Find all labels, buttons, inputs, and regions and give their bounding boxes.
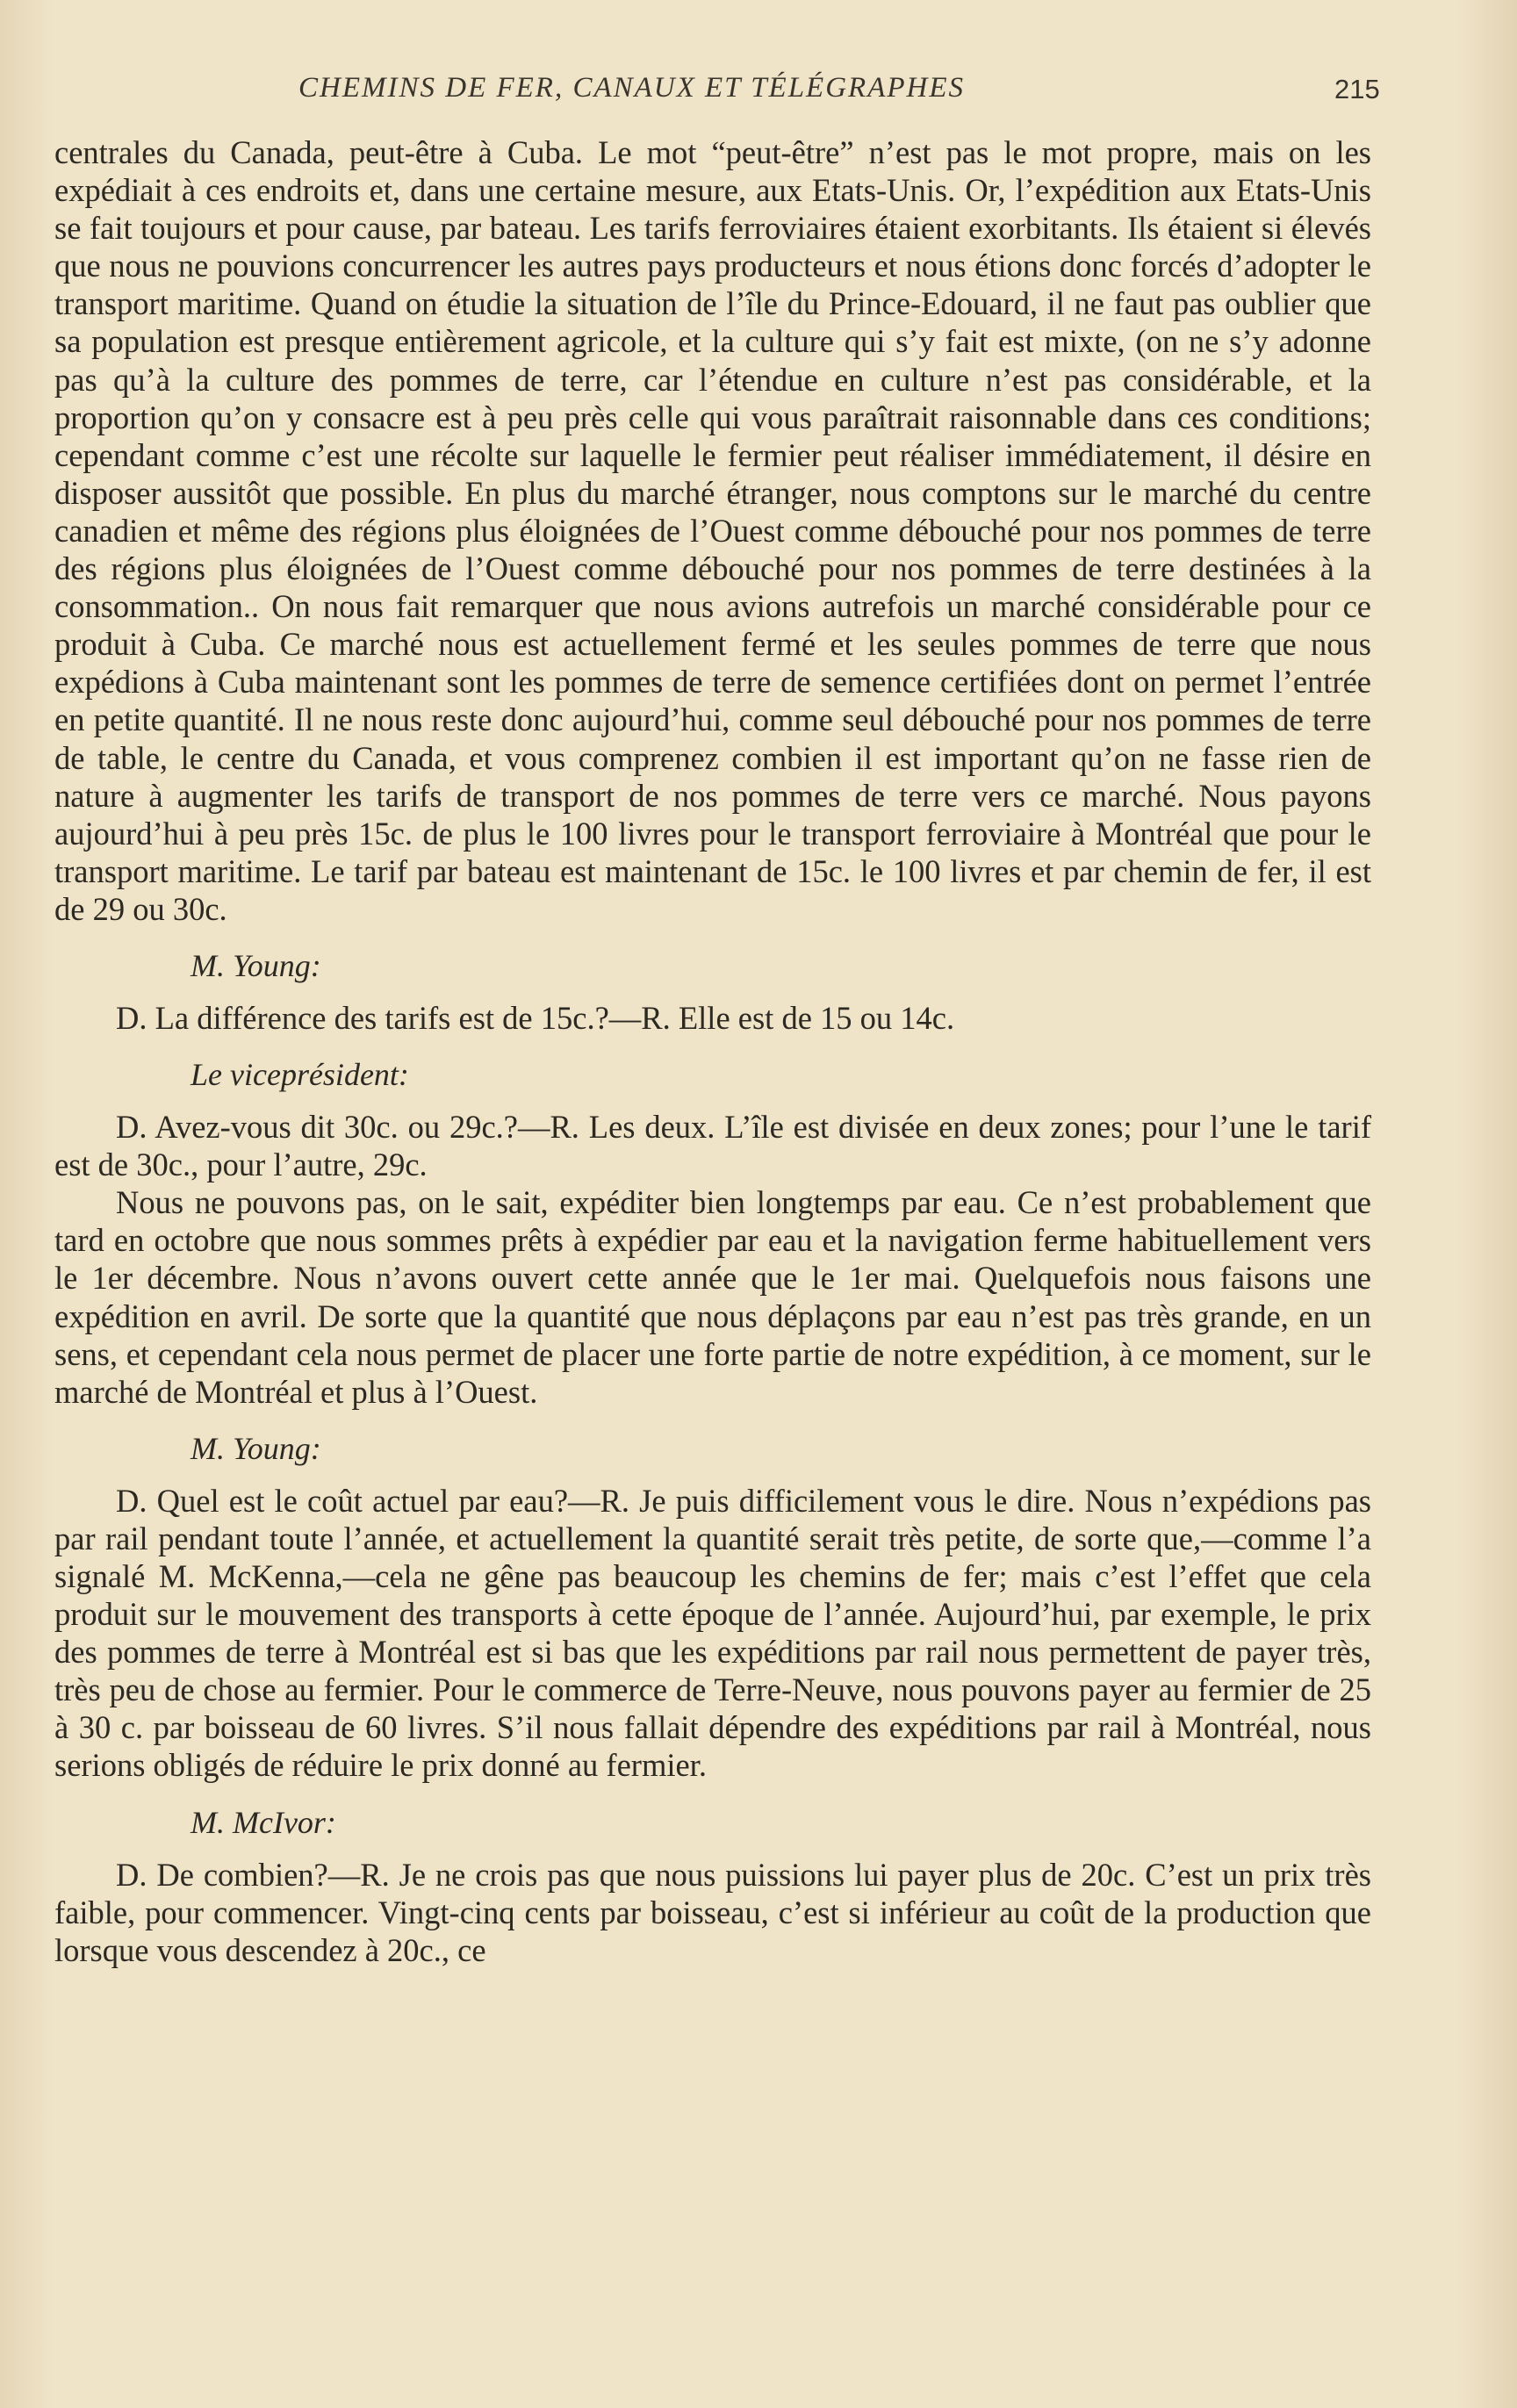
speaker-label: M. Young: — [191, 1430, 321, 1466]
paragraph-continuation: centrales du Canada, peut-être à Cuba. Le mot “peut-être” n’est pas le mot propre, mais on les expédiait à ces endroits et, dans une certaine mesure, aux Etats-Unis. Or, l’expédition aux Etats-Unis se fait toujours et pour cause, par bateau. Les tarifs ferroviaires étaient exorbitants. Ils étaient si élevés que nous ne pouvions concurrencer les autres pays producteurs et nous étions donc forcés d’adopter le transport maritime. Quand on étudie la situation de l’île du Prince-Edouard, il ne faut pas oublier que sa population est presque entièrement agricole, et la culture qui s’y fait est mixte, (on ne s’y adonne pas qu’à la culture des pommes de terre, car l’étendue en culture n’est pas considérable, et la proportion qu’on y consacre est à peu près celle qui vous paraîtrait raisonnable dans ces conditions; cependant comme c’est une récolte sur laquelle le fermier peut réaliser immédiatement, il désire en disposer aussitôt que possible. En plus du marché étranger, nous comptons sur le marché du centre canadien et même des régions plus éloignées de l’Ouest comme débouché pour nos pommes de terre des régions plus éloignées de l’Ouest comme débouché pour nos pommes de terre destinées à la consommation.. On nous fait remarquer que nous avions autrefois un marché considérable pour ce produit à Cuba. Ce marché nous est actuellement fermé et les seules pommes de terre que nous expédions à Cuba maintenant sont les pommes de terre de semence certifiées dont on permet l’entrée en petite quantité. Il ne nous reste donc aujourd’hui, comme seul débouché pour nos pommes de terre de table, le centre du Canada, et vous comprenez combien il est important qu’on ne fasse rien de nature à augmenter les tarifs de transport de nos pommes de terre vers ce marché. Nous payons aujourd’hui à peu près 15c. de plus le 100 livres pour le transport ferroviaire à Montréal que pour le transport maritime. Le tarif par bateau est maintenant de 15c. le 100 livres et par chemin de fer, il est de 29 ou 30c. — [54, 134, 1371, 927]
page-header — [0, 72, 1517, 116]
paragraph: Nous ne pouvons pas, on le sait, expéditer bien longtemps par eau. Ce n’est probablement que tard en octobre que nous sommes prêts à expédier par eau et la navigation ferme habituellement vers le 1er décembre. Nous n’avons ouvert cette année que le 1er mai. Quelquefois nous faisons une expédition en avril. De sorte que la quantité que nous déplaçons par eau n’est pas très grande, en un sens, et cependant cela nous permet de placer une forte partie de notre expédition, à ce moment, sur le marché de Montréal et plus à l’Ouest. — [54, 1184, 1371, 1410]
running-title: CHEMINS DE FER, CANAUX ET TÉLÉGRAPHES — [298, 72, 966, 104]
question-answer: D. De combien?—R. Je ne crois pas que nous puissions lui payer plus de 20c. C’est un prix très faible, pour commencer. Vingt-cinq cents par boisseau, c’est si inférieur au coût de la production que lorsque vous descendez à 20c., ce — [54, 1856, 1371, 1968]
question-answer: D. Avez-vous dit 30c. ou 29c.?—R. Les deux. L’île est divisée en deux zones; pour l’une le tarif est de 30c., pour l’autre, 29c. — [54, 1109, 1371, 1183]
speaker-label: M. McIvor: — [191, 1804, 336, 1840]
speaker-label: M. Young: — [191, 947, 321, 983]
page-number: 215 — [1334, 74, 1380, 104]
question-answer: D. Quel est le coût actuel par eau?—R. Je puis difficilement vous le dire. Nous n’expédions pas par rail pendant toute l’année, et actuellement la quantité serait très petite, de sorte que,—comme l’a signalé M. McKenna,—cela ne gêne pas beaucoup les chemins de fer; mais c’est l’effet que cela produit sur le mouvement des transports à cette époque de l’année. Aujourd’hui, par exemple, le prix des pommes de terre à Montréal est si bas que les expéditions par rail nous permettent de payer très, très peu de chose au fermier. Pour le commerce de Terre-Neuve, nous pouvons payer au fermier de 25 à 30 c. par boisseau de 60 livres. S’il nous fallait dépendre des expéditions par rail à Montréal, nous serions obligés de réduire le prix donné au fermier. — [54, 1482, 1371, 1784]
speaker-label: Le viceprésident: — [191, 1057, 409, 1093]
body-text — [54, 133, 1371, 1969]
question-answer: D. La différence des tarifs est de 15c.?—R. Elle est de 15 ou 14c. — [116, 999, 955, 1036]
